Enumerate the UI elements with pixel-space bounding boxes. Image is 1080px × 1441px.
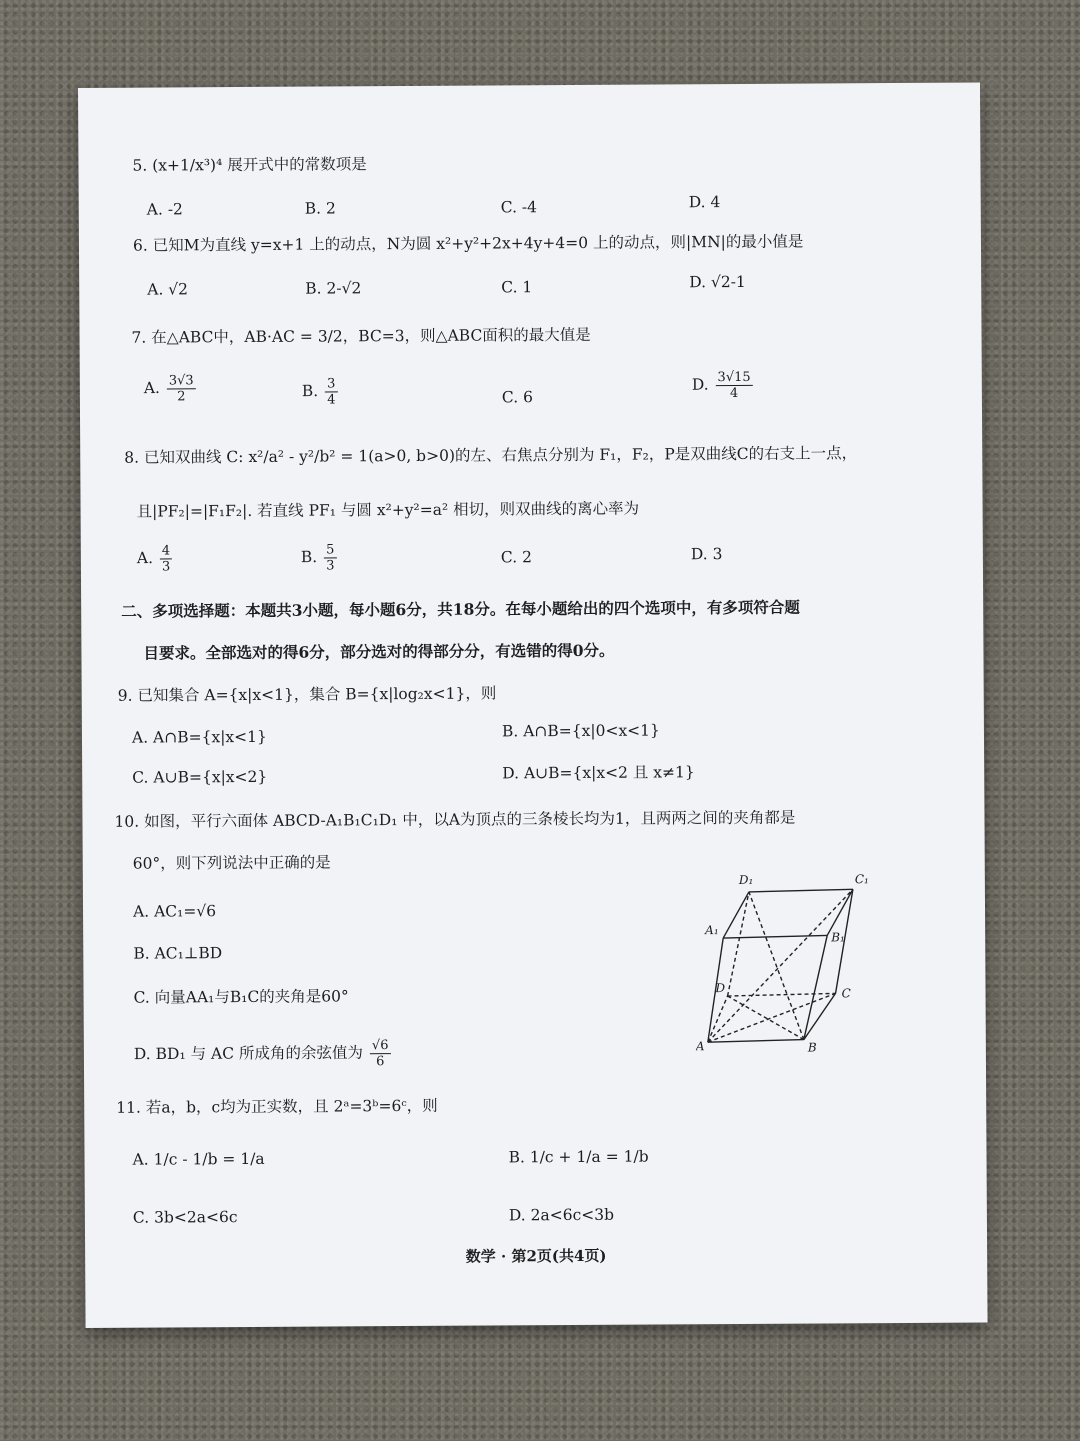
diagonal-bd bbox=[728, 996, 804, 1040]
question-10-stem-line1: 10. 如图，平行六面体 ABCD-A₁B₁C₁D₁ 中，以A为顶点的三条棱长均为1，且两两之间的夹角都是 bbox=[114, 808, 796, 831]
edge-a1b1 bbox=[723, 935, 827, 938]
question-9-stem: 9. 已知集合 A={x|x<1}，集合 B={x|log₂x<1}，则 bbox=[117, 684, 497, 705]
question-8-stem-line1: 8. 已知双曲线 C: x²/a² - y²/b² = 1(a>0, b>0)的左、右焦点分别为 F₁，F₂，P是双曲线C的右支上一点， bbox=[124, 444, 858, 467]
question-6-stem: 6. 已知M为直线 y=x+1 上的动点，N为圆 x²+y²+2x+4y+4=0 上的动点，则|MN|的最小值是 bbox=[132, 232, 804, 255]
q6-option-c: C. 1 bbox=[501, 278, 533, 297]
edge-bb1 bbox=[803, 935, 828, 1039]
section-2-heading-line1: 二、多项选择题：本题共3小题，每小题6分，共18分。在每小题给出的四个选项中，有多项符合题 bbox=[121, 597, 800, 621]
q6-option-d: D. √2-1 bbox=[689, 272, 746, 292]
q10-option-b: B. AC₁⊥BD bbox=[133, 944, 223, 963]
q7-option-c: C. 6 bbox=[501, 388, 533, 407]
q7-option-d: D. $\frac{3√15}{4}$ bbox=[692, 370, 755, 401]
label-a1: A₁ bbox=[705, 923, 719, 938]
edge-c1d1 bbox=[749, 889, 853, 892]
label-a: A bbox=[695, 1039, 705, 1054]
diagonal-ac bbox=[708, 993, 836, 1042]
q7-option-b: B. $\frac{3}{4}$ bbox=[301, 376, 336, 408]
q6-option-b: B. 2-√2 bbox=[305, 279, 362, 298]
q9-option-d: D. A∪B={x|x<2 且 x≠1} bbox=[502, 763, 695, 783]
q8-option-d: D. 3 bbox=[690, 545, 723, 564]
edge-d1a1 bbox=[723, 892, 749, 938]
page-footer: 数学 · 第2页(共4页) bbox=[465, 1246, 607, 1266]
q11-option-d: D. 2a<6c<3b bbox=[508, 1205, 615, 1225]
q11-option-c: C. 3b<2a<6c bbox=[132, 1208, 238, 1227]
q8-option-c: C. 2 bbox=[500, 548, 532, 567]
label-c1: C₁ bbox=[854, 872, 869, 887]
question-8-stem-line2: 且|PF₂|=|F₁F₂|. 若直线 PF₁ 与圆 x²+y²=a² 相切，则双曲线的离心率为 bbox=[136, 499, 640, 521]
question-10-stem-line2: 60°，则下列说法中正确的是 bbox=[132, 853, 331, 873]
q9-option-a: A. A∩B={x|x<1} bbox=[131, 727, 267, 747]
q10-option-c: C. 向量AA₁与B₁C的夹角是60° bbox=[133, 987, 349, 1007]
label-b1: B₁ bbox=[831, 930, 845, 945]
edge-dd1 bbox=[727, 892, 750, 996]
q9-option-c: C. A∪B={x|x<2} bbox=[132, 767, 268, 787]
label-b: B bbox=[807, 1040, 817, 1055]
q11-option-a: A. 1/c - 1/b = 1/a bbox=[132, 1149, 265, 1169]
q9-option-b: B. A∩B={x|0<x<1} bbox=[501, 721, 660, 741]
q5-option-d: D. 4 bbox=[688, 193, 721, 212]
q5-option-b: B. 2 bbox=[304, 199, 336, 218]
diagonal-ac1 bbox=[707, 889, 854, 1042]
q6-option-a: A. √2 bbox=[147, 280, 189, 299]
edge-dc bbox=[728, 993, 836, 996]
q8-option-a: A. $\frac{4}{3}$ bbox=[136, 543, 171, 575]
question-11-stem: 11. 若a，b，c均为正实数，且 2ᵃ=3ᵇ=6ᶜ，则 bbox=[116, 1096, 438, 1117]
parallelepiped-figure bbox=[695, 869, 896, 1060]
q11-option-b: B. 1/c + 1/a = 1/b bbox=[508, 1147, 649, 1167]
diagonal-bd1 bbox=[749, 892, 804, 1040]
q8-option-b: B. $\frac{5}{3}$ bbox=[300, 542, 335, 574]
q10-option-d: D. BD₁ 与 AC 所成角的余弦值为 $\frac{√6}{6}$ bbox=[134, 1038, 393, 1071]
label-d: D bbox=[715, 981, 726, 996]
q5-option-c: C. -4 bbox=[500, 198, 538, 217]
q5-option-a: A. -2 bbox=[146, 200, 183, 219]
edge-ab bbox=[708, 1040, 804, 1043]
label-c: C bbox=[841, 986, 851, 1001]
q7-option-a: A. $\frac{3√3}{2}$ bbox=[144, 373, 198, 404]
q10-option-a: A. AC₁=√6 bbox=[132, 902, 217, 921]
exam-page bbox=[78, 82, 988, 1327]
question-7-stem: 7. 在△ABC中，AB·AC = 3/2，BC=3，则△ABC面积的最大值是 bbox=[131, 325, 591, 347]
label-d1: D₁ bbox=[738, 872, 754, 887]
question-5-stem: 5. (x+1/x³)⁴ 展开式中的常数项是 bbox=[132, 155, 367, 175]
section-2-heading-line2: 目要求。全部选对的得6分，部分选对的得部分分，有选错的得0分。 bbox=[143, 640, 615, 663]
